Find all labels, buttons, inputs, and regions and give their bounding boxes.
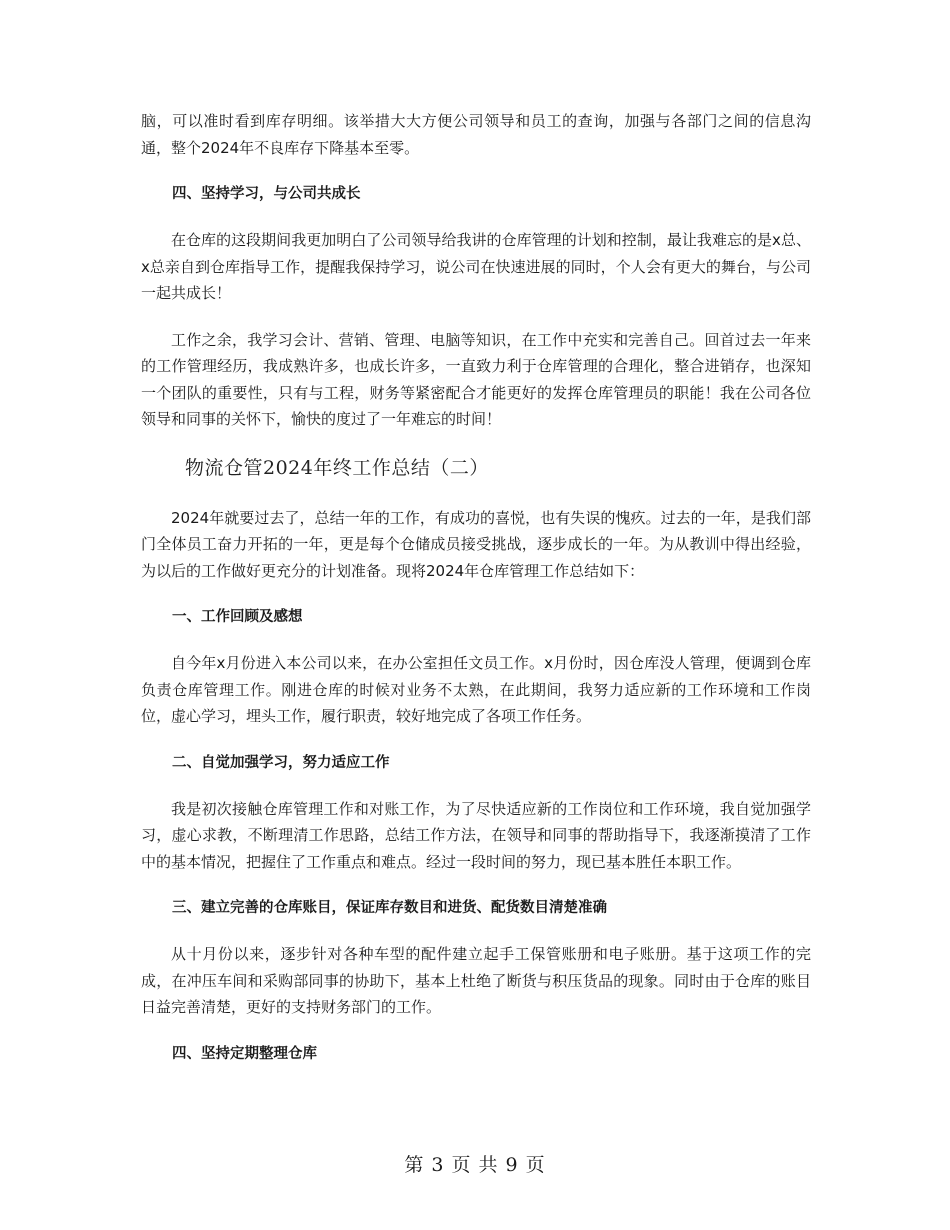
page-number-footer: 第 3 页 共 9 页 <box>404 1154 546 1176</box>
paragraph: 自今年x月份进入本公司以来，在办公室担任文员工作。x月份时，因仓库没人管理，便调到仓库负责仓库管理工作。刚进仓库的时候对业务不太熟，在此期间，我努力适应新的工作环境和工作岗位，虚心学习，埋头工作，履行职责，较好地完成了各项工作任务。 <box>141 654 811 725</box>
section-heading-3: 三、建立完善的仓库账目，保证库存数目和进货、配货数目清楚准确 <box>172 900 607 916</box>
section-heading-1: 一、工作回顾及感想 <box>172 609 303 625</box>
section-heading-2: 二、自觉加强学习，努力适应工作 <box>172 754 390 771</box>
section-heading-4: 四、坚持学习，与公司共成长 <box>172 186 361 202</box>
intro-paragraph: 2024年就要过去了，总结一年的工作，有成功的喜悦，也有失误的愧疚。过去的一年，是我们部门全体员工奋力开拓的一年，更是每个仓储成员接受挑战，逐步成长的一年。为从教训中得出经验，为以后的工作做好更充分的计划准备。现将2024年仓库管理工作总结如下： <box>141 508 811 580</box>
section-heading-4b: 四、坚持定期整理仓库 <box>172 1045 317 1062</box>
document-body <box>141 108 811 1087</box>
paragraph: 从十月份以来，逐步针对各种车型的配件建立起手工保管账册和电子账册。基于这项工作的完成，在冲压车间和采购部同事的协助下，基本上杜绝了断货与积压货品的现象。同时由于仓库的账目日益完善清楚，更好的支持财务部门的工作。 <box>141 945 811 1016</box>
paragraph: 工作之余，我学习会计、营销、管理、电脑等知识，在工作中充实和完善自己。回首过去一年来的工作管理经历，我成熟许多，也成长许多，一直致力利于仓库管理的合理化，整合进销存，也深知一个团队的重要性，只有与工程，财务等紧密配合才能更好的发挥仓库管理员的职能！我在公司各位领导和同事的关怀下，愉快的度过了一年难忘的时间！ <box>141 330 811 428</box>
paragraph: 我是初次接触仓库管理工作和对账工作，为了尽快适应新的工作岗位和工作环境，我自觉加强学习，虚心求教，不断理清工作思路，总结工作方法，在领导和同事的帮助指导下，我逐渐摸清了工作中的基本情况，把握住了工作重点和难点。经过一段时间的努力，现已基本胜任本职工作。 <box>141 799 811 871</box>
document-title: 物流仓管2024年终工作总结（二） <box>185 456 489 479</box>
paragraph: 在仓库的这段期间我更加明白了公司领导给我讲的仓库管理的计划和控制，最让我难忘的是x总、x总亲自到仓库指导工作，提醒我保持学习，说公司在快速进展的同时，个人会有更大的舞台，与公司一起共成长！ <box>141 231 811 302</box>
paragraph-continued: 脑，可以准时看到库存明细。该举措大大方便公司领导和员工的查询，加强与各部门之间的信息沟通，整个2024年不良库存下降基本至零。 <box>141 112 811 157</box>
